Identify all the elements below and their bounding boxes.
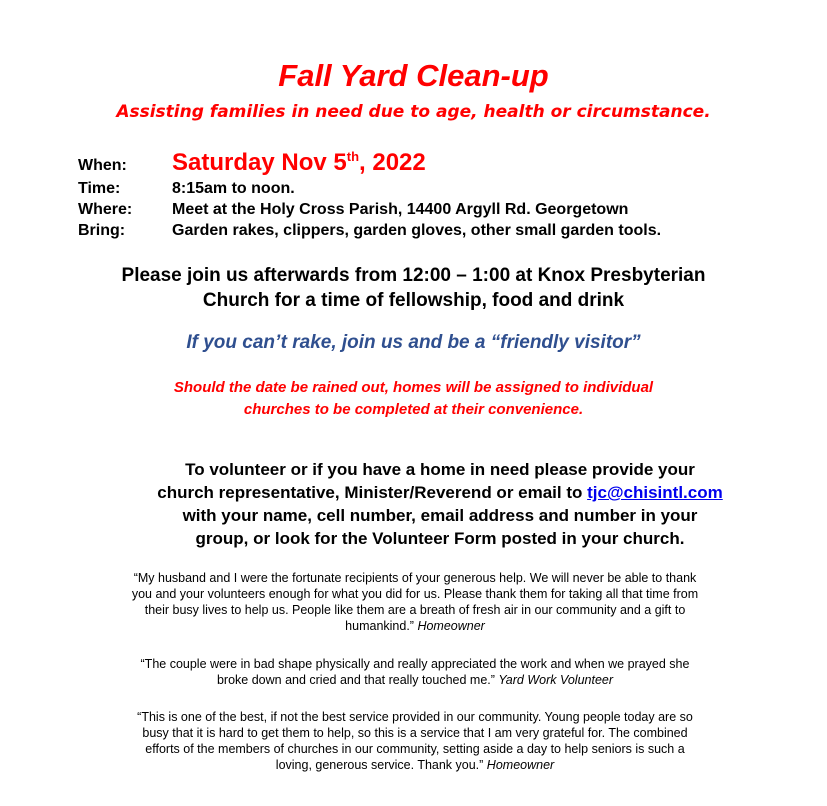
testimonial-line: efforts of the members of churches in our community, setting aside a day to help seniors is such a [145,742,685,756]
testimonial-3 [70,709,760,773]
bring-label: Bring: [78,222,126,239]
testimonial-line: “My husband and I were the fortunate recipients of your generous help. We will never be able to thank [133,571,697,585]
where-label: Where: [78,201,133,218]
testimonial-last-line [70,618,760,634]
testimonial-1 [70,570,760,634]
testimonial-last-line [70,672,760,688]
detail-row-time [78,178,798,199]
detail-row-where [78,199,798,220]
testimonial-text: humankind.” [345,619,418,633]
when-label: When: [78,157,127,174]
rain-notice [0,377,827,421]
flyer-subtitle: Assisting families in need due to age, health or circumstance. [116,102,711,122]
event-date-day: Saturday Nov 5 [172,149,347,176]
time-label: Time: [78,180,121,197]
testimonial-author: Yard Work Volunteer [498,673,614,687]
testimonial-line: their busy lives to help us. People like them are a breath of fresh air in our community and a gift to [144,603,686,617]
event-details [78,148,798,241]
detail-row-when [78,148,798,178]
rain-line-1: Should the date be rained out, homes will be assigned to individual [173,379,654,396]
volunteer-instructions [100,458,780,550]
rain-line-2: churches to be completed at their convenience. [243,401,584,418]
friendly-visitor-note: If you can’t rake, join us and be a “friendly visitor” [186,332,641,353]
event-date-suffix: th [346,149,360,164]
testimonial-2 [70,656,760,688]
fellowship-line-2: Church for a time of fellowship, food and drink [202,290,625,311]
bring-value: Garden rakes, clippers, garden gloves, other small garden tools. [172,222,662,239]
event-date-year: , 2022 [359,149,426,176]
volunteer-line-1: To volunteer or if you have a home in need please provide your [185,460,695,479]
testimonial-line: you and your volunteers enough for what you did for us. Please thank them for taking all that time from [131,587,699,601]
testimonial-line: “This is one of the best, if not the best service provided in our community. Young people today are so [137,710,693,724]
event-date [172,148,426,178]
time-value: 8:15am to noon. [172,180,295,197]
where-value: Meet at the Holy Cross Parish, 14400 Argyll Rd. Georgetown [172,201,629,218]
email-link[interactable]: tjc@chisintl.com [587,483,723,502]
testimonial-text: loving, generous service. Thank you.” [275,758,487,772]
testimonial-last-line [70,757,760,773]
volunteer-line-4: group, or look for the Volunteer Form posted in your church. [195,529,685,548]
flyer-title: Fall Yard Clean-up [278,58,549,93]
volunteer-line-2 [100,481,780,504]
testimonial-text: broke down and cried and that really touched me.” [216,673,499,687]
fellowship-line-1: Please join us afterwards from 12:00 – 1:00 at Knox Presbyterian [121,265,706,286]
detail-row-bring [78,220,798,241]
testimonial-author: Homeowner [417,619,485,633]
testimonial-line: busy that it is hard to get them to help, so this is a service that I am very grateful for. The combined [142,726,688,740]
testimonial-author: Homeowner [486,758,555,772]
fellowship-invitation [0,263,827,313]
testimonial-line: “The couple were in bad shape physically and really appreciated the work and when we prayed she [140,657,690,671]
volunteer-line-3: with your name, cell number, email address and number in your [182,506,698,525]
volunteer-line-2-text: church representative, Minister/Reverend or email to [157,483,588,502]
